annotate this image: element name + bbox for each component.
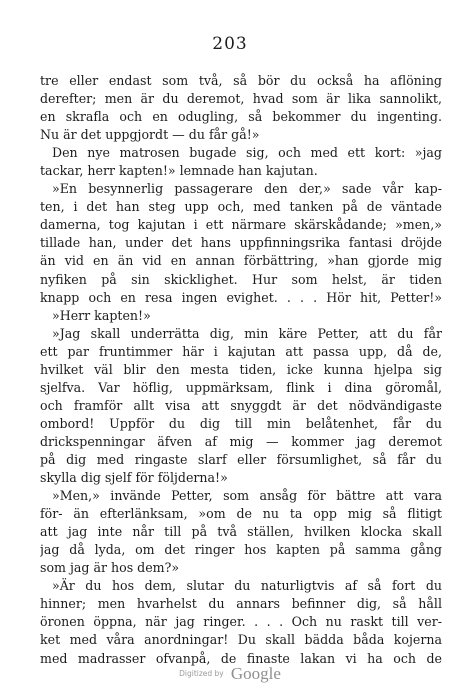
text-line: att jag inte når till på två ställen, hvilken klocka skall [40,524,442,540]
text-line: »En besynnerlig passagerare den der,» sade vår kap- [52,181,442,197]
text-line: Den nye matrosen bugade sig, och med ett kort: »jag [52,145,442,161]
text-line: skylla dig sjelf för följderna!» [40,470,228,486]
page-number: 203 [212,34,248,54]
text-line: ombord! Uppför du dig till min belåtenhet, får du [40,415,442,431]
digitization-footer [0,663,460,684]
text-line: tre eller endast som två, så bör du också ha aflöning [40,73,442,88]
text-line: en skrafla och en odugling, så bekommer du ingenting. [40,109,442,125]
text-line: »Herr kapten!» [52,307,151,323]
google-logo: Google [230,663,281,683]
text-line: och framför allt visa att snyggdt är det nödvändigaste [40,397,442,413]
text-line: tackar, herr kapten!» lemnade han kajutan. [40,163,318,179]
text-line: knapp och en resa ingen evighet. . . . Hör hit, Petter!» [40,289,442,305]
text-line: med madrasser ofvanpå, de finaste lakan vi ha och de [40,650,442,666]
text-line: hinner; men hvarhelst du annars befinner dig, så håll [40,596,442,612]
text-line: »Men,» invände Petter, som ansåg för bättre att vara [52,488,442,504]
text-line: sjelfva. Var höflig, uppmärksam, flink i dina göromål, [40,379,442,395]
text-line: för- än efterlänksam, »om de nu ta opp mig så flitigt [40,506,442,522]
body-text [40,72,442,668]
text-line: på dig med ringaste slarf eller försumlighet, så får du [40,451,442,467]
text-line: öronen öppna, när jag ringer. . . . Och nu raskt till ver- [40,614,442,630]
text-line: ket med våra anordningar! Du skall bädda båda kojerna [40,632,442,648]
text-line: drickspenningar äfven af mig — kommer jag deremot [40,433,442,449]
digitized-by-label: Digitized by [179,669,224,678]
text-line: nyfiken på sin skicklighet. Hur som helst, är tiden [40,271,442,287]
text-line: hvilket väl blir den mesta tiden, icke kunna hjelpa sig [40,361,442,377]
text-line: jag då lyda, om det ringer hos kapten på samma gång [40,542,442,558]
text-line: »Är du hos dem, slutar du naturligtvis af så fort du [52,578,442,594]
text-line: Nu är det uppgjordt — du får gå!» [40,127,260,143]
text-line: än vid en än vid en annan förbättring, »han gjorde mig [40,253,442,269]
text-line: tillade han, under det hans uppfinningsrika fantasi dröjde [40,235,442,251]
text-line: damerna, tog kajutan i ett närmare skärskådande; »men,» [40,217,442,233]
text-line: derefter; men är du deremot, hvad som är lika sannolikt, [40,91,442,107]
text-line: som jag är hos dem?» [40,560,180,576]
text-line: »Jag skall underrätta dig, min käre Petter, att du får [52,325,442,341]
text-line: ett par fruntimmer här i kajutan att passa upp, då de, [40,343,442,359]
text-line: ten, i det han steg upp och, med tanken på de väntade [40,199,442,215]
